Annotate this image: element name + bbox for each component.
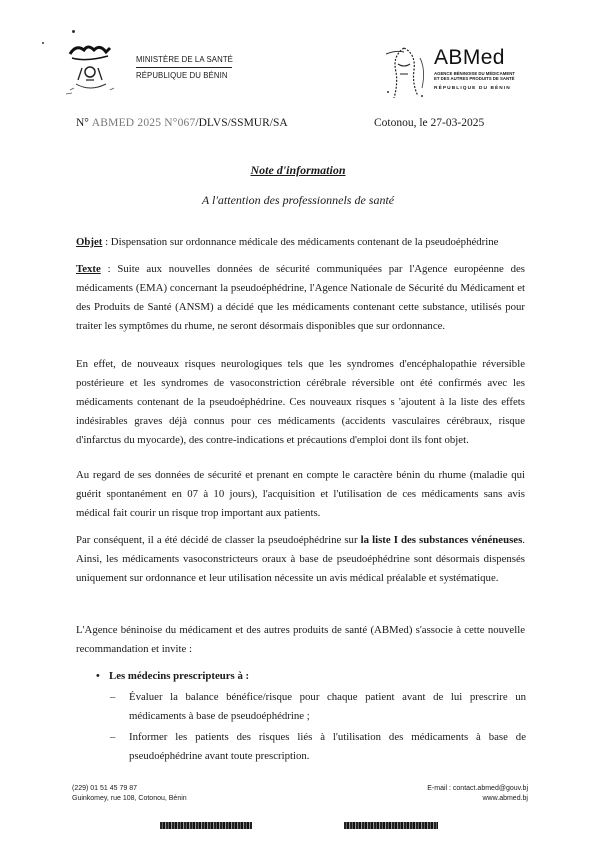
- texte-p5: L'Agence béninoise du médicament et des autres produits de santé (ABMed) s'associe à cette nouvelle recommandation et invite :: [76, 624, 525, 655]
- ministry-republic: RÉPUBLIQUE DU BÉNIN: [136, 71, 228, 81]
- dash-marker: –: [110, 691, 116, 703]
- ministry-emblem-icon: [66, 40, 122, 98]
- list-item: • Les médecins prescripteurs à :: [96, 667, 526, 686]
- document-title: Note d'information: [250, 163, 346, 177]
- scan-stamp-mark: [344, 822, 438, 829]
- reference-faint: ABMED 2025 N°067: [91, 117, 196, 129]
- dash-marker: –: [110, 731, 116, 743]
- list-subitem: [96, 728, 526, 766]
- texte-paragraph-5: [76, 621, 525, 659]
- footer-phone: (229) 01 51 45 79 87: [72, 785, 137, 792]
- abmed-sub-line1: AGENCE BÉNINOISE DU MÉDICAMENT: [434, 71, 515, 76]
- texte-paragraph-2: [76, 355, 525, 450]
- scan-speck: [42, 42, 44, 44]
- reference-suffix: /DLVS/SSMUR/SA: [195, 117, 288, 129]
- footer-email: E-mail : contact.abmed@gouv.bj: [427, 785, 528, 792]
- list-subitem-text: Évaluer la balance bénéfice/risque pour chaque patient avant de lui prescrire un médicaments à base de pseudoéphédrine ;: [129, 691, 526, 722]
- texte-label: Texte: [76, 263, 101, 275]
- texte-p2: En effet, de nouveaux risques neurologiques tels que les syndromes d'encéphalopathie réversible postérieure et les syndromes de vasoconstriction cérébrale réversible ont été confirmés avec les médicaments contenant de la pseudoéphédrine. Ces nouveaux risques s 'ajoutent à la liste des effets indésirables graves déjà connus pour ces médicaments (accidents vasculaires cérébraux, risque d'infarctus du myocarde), des contre-indications et précautions d'emploi dont ils font objet.: [76, 358, 525, 446]
- abmed-header: [382, 38, 542, 108]
- list-subitem-text: Informer les patients des risques liés à l'utilisation des médicaments à base de pseudoéphédrine avant toute prescription.: [129, 731, 526, 762]
- objet-paragraph: [76, 233, 525, 252]
- texte-p3: Au regard de ses données de sécurité et prenant en compte le caractère bénin du rhume (maladie qui guérit spontanément en 07 à 10 jours), l'acquisition et l'utilisation de ces médicaments sans avis médical fait courir un risque trop important aux patients.: [76, 469, 525, 519]
- texte-p4-bold: la liste I des substances vénéneuses: [360, 534, 523, 546]
- texte-paragraph-1: [76, 260, 525, 336]
- texte-paragraph-4: [76, 531, 525, 588]
- ministry-name: MINISTÈRE DE LA SANTÉ: [136, 55, 233, 64]
- abmed-logo-icon: [382, 44, 428, 102]
- texte-p1: : Suite aux nouvelles données de sécurité communiquées par l'Agence européenne des médicaments (EMA) concernant la pseudoéphédrine, l'Agence Nationale de Sécurité du Médicament et des Produits de Santé (ANSM) a décidé que les médicaments contenant cette substance, utilisés pour traiter les symptômes du rhume, ne seront désormais disponibles que sur ordonnance.: [76, 263, 525, 332]
- footer-website: www.abmed.bj: [482, 795, 528, 802]
- abmed-title: ABMed: [434, 46, 505, 69]
- scan-speck: [72, 30, 75, 33]
- abmed-republic: RÉPUBLIQUE DU BÉNIN: [434, 86, 511, 91]
- abmed-sub-line2: ET DES AUTRES PRODUITS DE SANTÉ: [434, 76, 515, 81]
- recommendation-list: [96, 667, 526, 766]
- divider: [136, 67, 232, 68]
- scan-stamp-mark: [160, 822, 252, 829]
- objet-label: Objet: [76, 236, 103, 248]
- reference-number: [76, 117, 288, 129]
- footer-address: Guinkomey, rue 108, Cotonou, Bénin: [72, 795, 187, 802]
- texte-p4-start: Par conséquent, il a été décidé de classer la pseudoéphédrine sur: [76, 534, 361, 546]
- document-date: Cotonou, le 27-03-2025: [374, 117, 485, 129]
- ministry-header: [66, 40, 266, 100]
- reference-prefix: N°: [76, 117, 89, 129]
- document-subtitle: A l'attention des professionnels de santé: [201, 193, 395, 207]
- objet-text: : Dispensation sur ordonnance médicale des médicaments contenant de la pseudoéphédrine: [102, 236, 499, 248]
- footer-contact: [72, 784, 187, 804]
- texte-p4-end: . Ainsi, les médicaments vasoconstricteurs oraux à base de pseudoéphédrine sont désormais dispensés uniquement sur ordonnance et leur utilisation nécessite un avis médical préalable et systématique.: [76, 534, 525, 584]
- abmed-fullname: [434, 71, 544, 81]
- list-subitem: [96, 688, 526, 726]
- footer-web: [427, 784, 528, 804]
- texte-paragraph-3: [76, 466, 525, 523]
